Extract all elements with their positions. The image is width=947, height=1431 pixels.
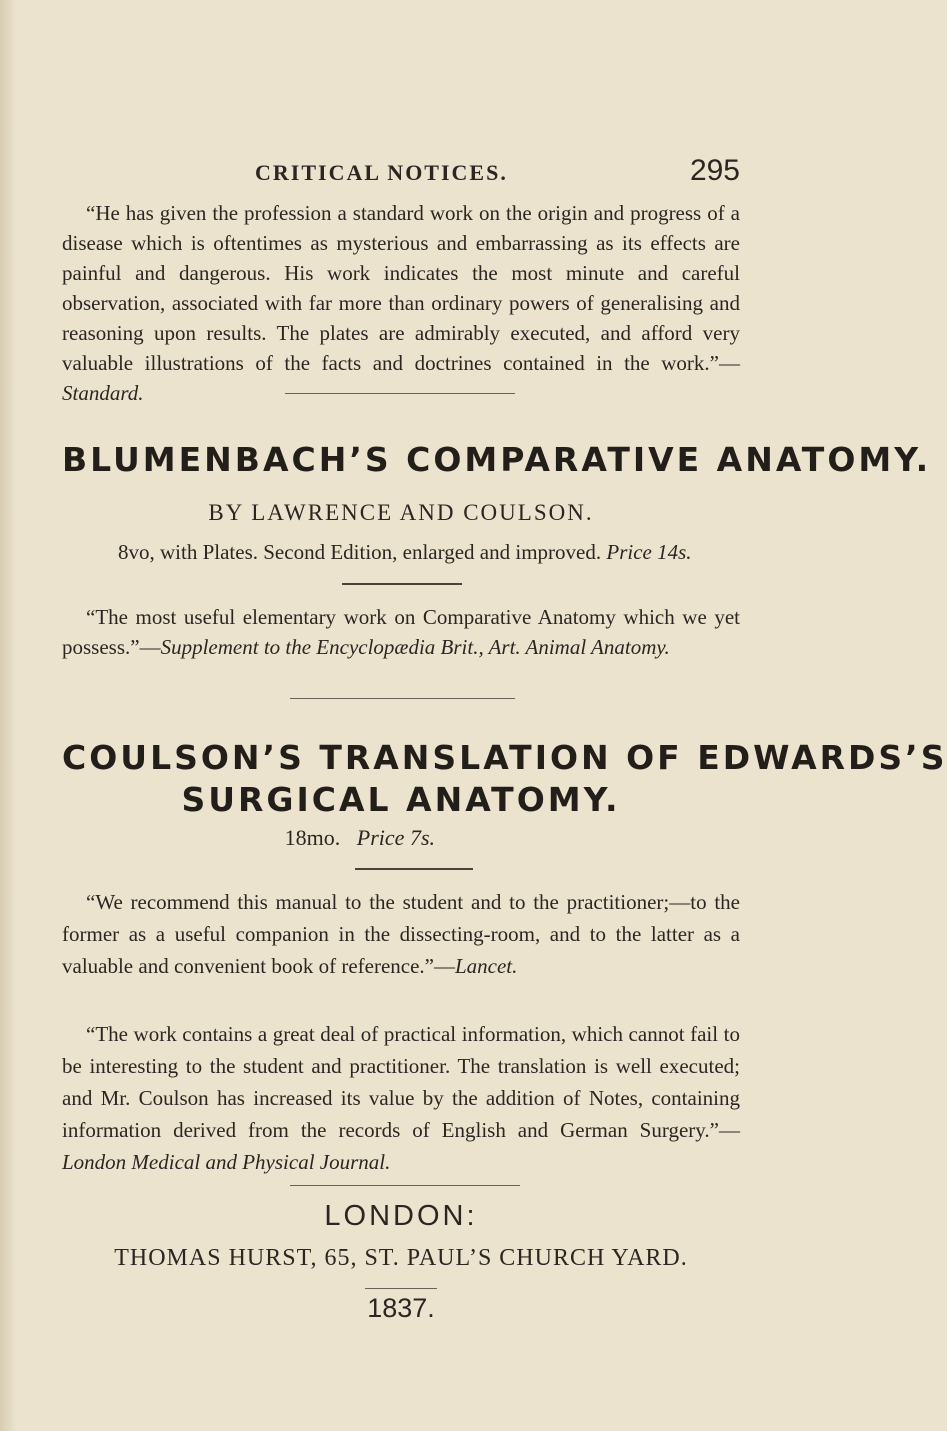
section-divider bbox=[285, 393, 515, 394]
book-price: Price 14s. bbox=[606, 540, 692, 564]
notice-standard-source: Standard. bbox=[62, 381, 144, 405]
edition-text: 8vo, with Plates. Second Edition, enlarged and improved. bbox=[118, 540, 602, 564]
notice-encyclopaedia-source: Supplement to the Encyclopædia Brit., Art. Animal Anatomy. bbox=[160, 635, 670, 659]
notice-lancet-text: “We recommend this manual to the student and to the practitioner;—to the former as a useful companion in the dissecting-room, and to the latter as a valuable and convenient book of reference.”— bbox=[62, 890, 740, 978]
notice-lancet bbox=[62, 886, 740, 982]
section-divider bbox=[290, 698, 515, 699]
notice-encyclopaedia bbox=[62, 602, 740, 662]
notice-standard bbox=[62, 198, 740, 408]
book-price-coulson: Price 7s. bbox=[356, 825, 435, 850]
short-divider bbox=[342, 583, 462, 585]
book-format-line bbox=[135, 825, 435, 851]
book-byline: BY LAWRENCE AND COULSON. bbox=[208, 500, 594, 525]
notice-london-journal-source: London Medical and Physical Journal. bbox=[62, 1150, 391, 1174]
running-title: CRITICAL NOTICES. bbox=[255, 160, 508, 185]
notice-encyclopaedia-text: “The most useful elementary work on Comparative Anatomy which we yet possess.”— bbox=[62, 605, 740, 659]
book-title-coulson-line1: COULSON’S TRANSLATION OF EDWARDS’S bbox=[62, 738, 947, 777]
book-title-blumenbach: BLUMENBACH’S COMPARATIVE ANATOMY. bbox=[62, 440, 932, 479]
notice-lancet-source: Lancet. bbox=[454, 954, 518, 978]
short-divider bbox=[355, 868, 473, 870]
imprint-publisher: THOMAS HURST, 65, ST. PAUL’S CHURCH YARD. bbox=[114, 1245, 688, 1271]
page-header bbox=[255, 154, 740, 196]
page-edge-shadow bbox=[0, 0, 16, 1431]
book-title-coulson-line2: SURGICAL ANATOMY. bbox=[181, 780, 621, 819]
book-format: 18mo. bbox=[284, 825, 341, 850]
imprint-year: 1837. bbox=[367, 1293, 435, 1323]
notice-standard-text: “He has given the profession a standard work on the origin and progress of a disease which is oftentimes as mysterious and embarrassing as its effects are painful and dangerous. His work indicates the most minute and careful observation, associated with far more than ordinary powers of generalising and reasoning upon results. The plates are admirably executed, and afford very valuable illustrations of the facts and doctrines contained in the work.”— bbox=[62, 201, 740, 375]
notice-london-journal-text: “The work contains a great deal of practical information, which cannot fail to be interesting to the student and practitioner. The translation is well executed; and Mr. Coulson has increased its value by the addition of Notes, containing information derived from the records of English and German Surgery.”— bbox=[62, 1022, 740, 1142]
imprint-city: LONDON: bbox=[324, 1200, 478, 1232]
notice-london-journal bbox=[62, 1018, 740, 1178]
book-edition-line bbox=[118, 540, 758, 565]
section-divider bbox=[290, 1185, 520, 1186]
page-number: 295 bbox=[689, 154, 740, 187]
short-divider bbox=[365, 1288, 437, 1289]
